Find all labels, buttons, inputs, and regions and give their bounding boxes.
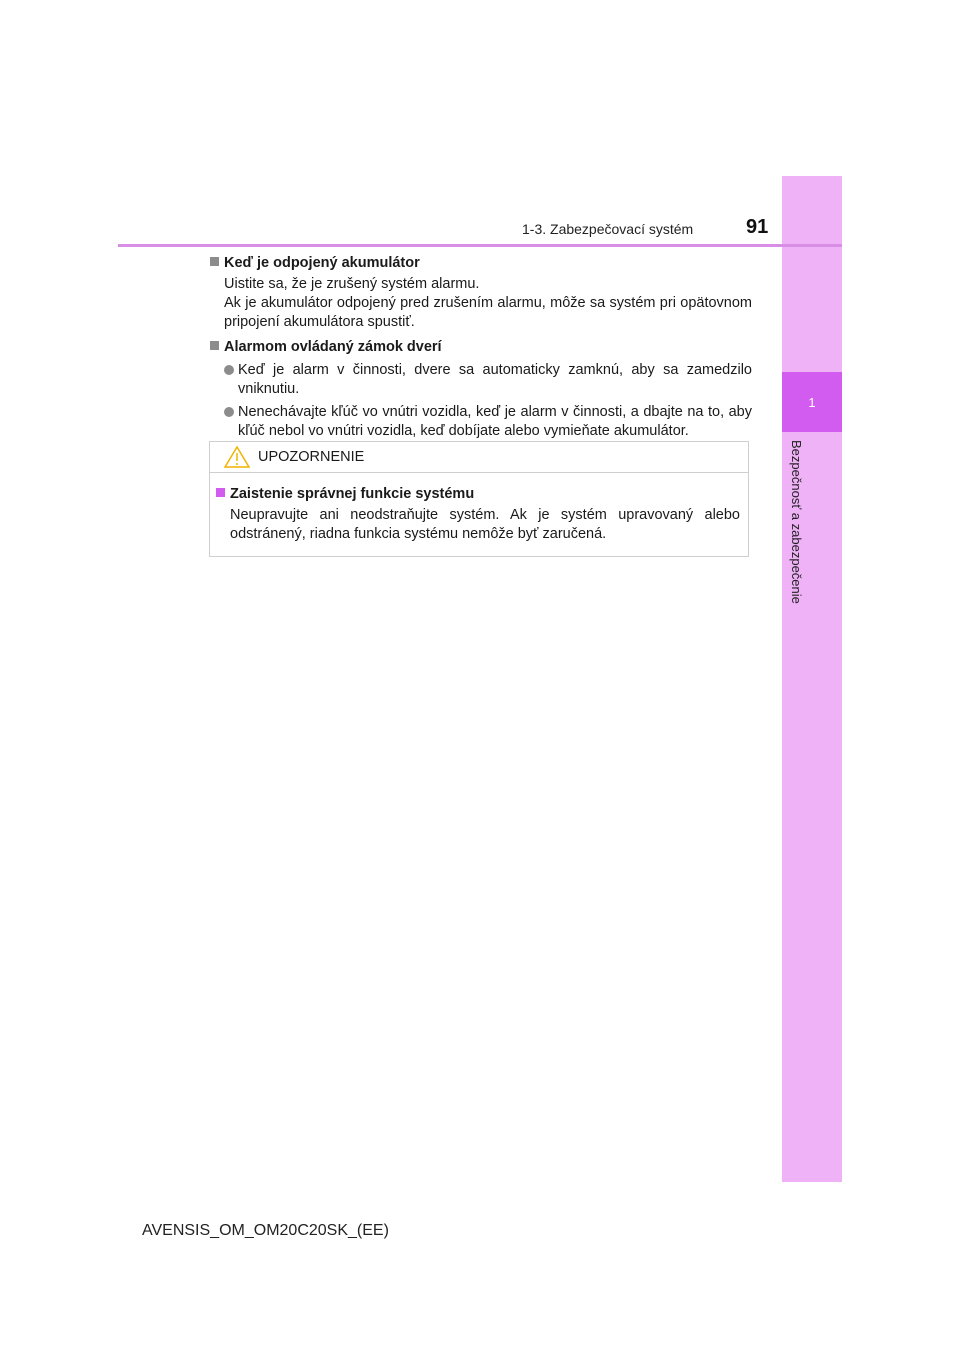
round-bullet-icon [224, 365, 234, 375]
section1-line2: Ak je akumulátor odpojený pred zrušením alarmu, môže sa systém pri opätovnom pripojení akumulátora spustiť. [224, 295, 752, 330]
section1-heading: Keď je odpojený akumulátor [210, 254, 752, 273]
warning-text: Neupravujte ani neodstraňujte systém. Ak je systém upravovaný alebo odstránený, riadna funkcia systému nemôže byť zaručená. [230, 507, 740, 542]
warning-box [209, 441, 749, 557]
warning-header [210, 442, 748, 473]
square-bullet-icon [210, 341, 219, 350]
square-bullet-icon [210, 257, 219, 266]
list-item: Nenechávajte kľúč vo vnútri vozidla, keď je alarm v činnosti, a dbajte na to, aby kľúč nebol vo vnútri vozidla, keď dobíjate alebo vymieňate akumulátor. [224, 403, 752, 441]
list-item: Keď je alarm v činnosti, dvere sa automaticky zamknú, aby sa zamedzilo vniknutiu. [224, 361, 752, 399]
warning-heading: Zaistenie správnej funkcie systému [216, 485, 740, 504]
main-content [210, 254, 752, 441]
section2-heading: Alarmom ovládaný zámok dverí [210, 338, 752, 357]
round-bullet-icon [224, 407, 234, 417]
page-number: 91 [746, 216, 769, 238]
chapter-sidebar-strip [782, 176, 842, 1182]
document-code: AVENSIS_OM_OM20C20SK_(EE) [142, 1222, 389, 1239]
header-rule [118, 244, 842, 247]
warning-body [210, 473, 748, 544]
chapter-tab-number: 1 [808, 394, 816, 410]
chapter-title: Bezpečnosť a zabezpečenie [789, 440, 804, 604]
warning-title: UPOZORNENIE [258, 449, 365, 465]
warning-triangle-icon [224, 446, 250, 468]
chapter-tab[interactable] [782, 372, 842, 432]
section-title: 1-3. Zabezpečovací systém [522, 221, 694, 237]
section1-line1: Uistite sa, že je zrušený systém alarmu. [224, 276, 480, 292]
square-bullet-icon [216, 488, 225, 497]
